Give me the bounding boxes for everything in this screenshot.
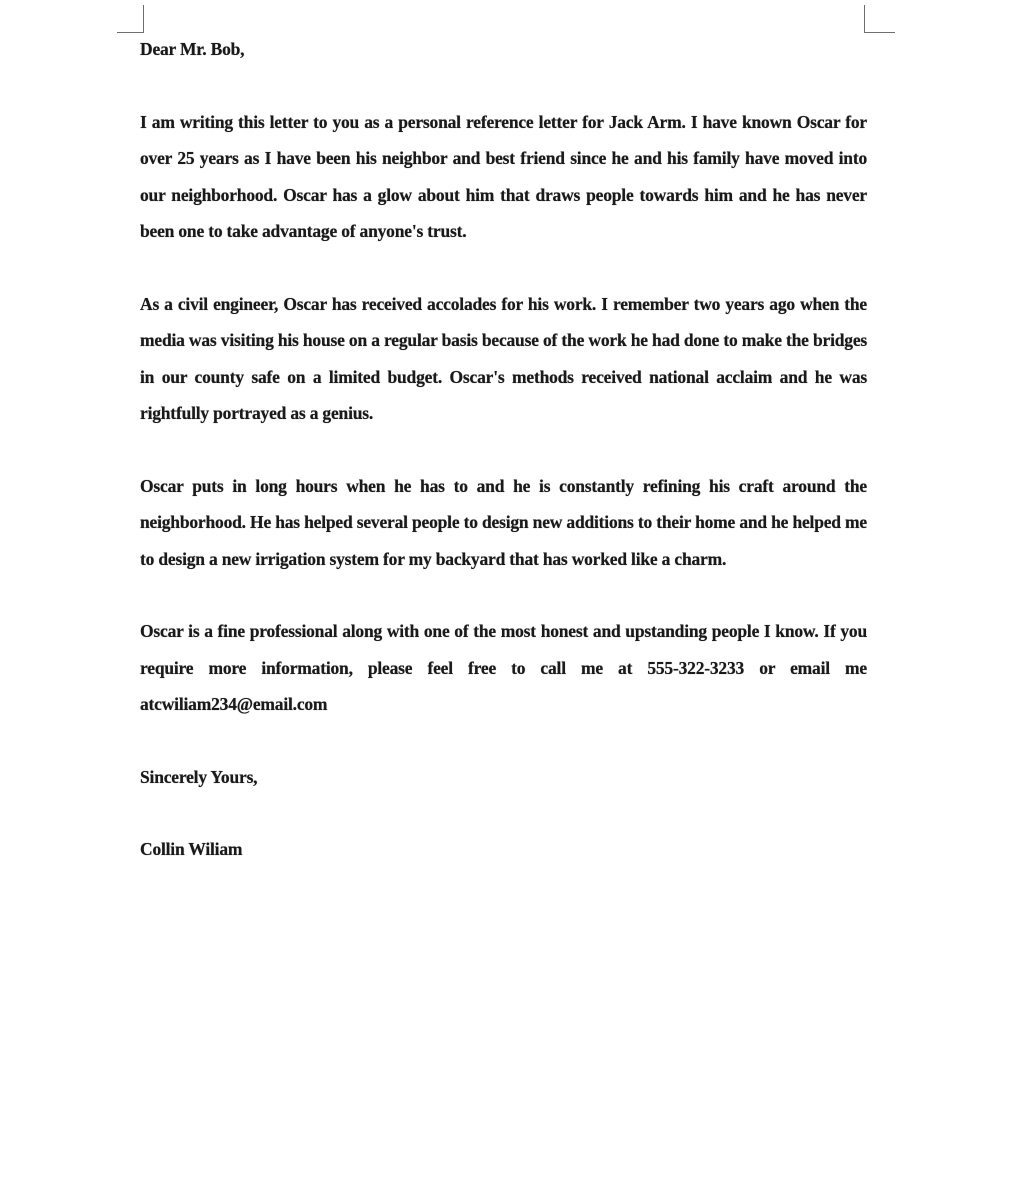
letter-closing: Sincerely Yours,: [140, 766, 258, 787]
letter-body: [140, 31, 867, 868]
letter-paragraph-3: Oscar puts in long hours when he has to and he is constantly refining his craft around the neighborhood. He has helped several people to design new additions to their home and he helped me to design a new irrigation system for my backyard that has worked like a charm.: [140, 475, 867, 569]
contact-email: atcwiliam234@email.com: [140, 694, 328, 714]
letter-greeting: Dear Mr. Bob,: [140, 39, 245, 59]
letter-signature: Collin Wiliam: [140, 839, 243, 859]
letter-paragraph-4-text: Oscar is a fine professional along with one of the most honest and upstanding people I know. If you require more information, please feel free to call me at 555-322-3233 or email me: [140, 621, 867, 678]
margin-corner-mark-right: [864, 5, 895, 33]
letter-paragraph-1: I am writing this letter to you as a personal reference letter for Jack Arm. I have known Oscar for over 25 years as I have been his neighbor and best friend since he and his family have moved into our neighborhood. Oscar has a glow about him that draws people towards him and he has never been one to take advantage of anyone's trust.: [140, 111, 867, 241]
margin-corner-mark-left: [117, 5, 144, 33]
letter-paragraph-2: As a civil engineer, Oscar has received accolades for his work. I remember two years ago when the media was visiting his house on a regular basis because of the work he had done to make the bridges in our county safe on a limited budget. Oscar's methods received national acclaim and he was rightfully portrayed as a genius.: [140, 293, 867, 423]
letter-paragraph-4: [140, 613, 867, 723]
